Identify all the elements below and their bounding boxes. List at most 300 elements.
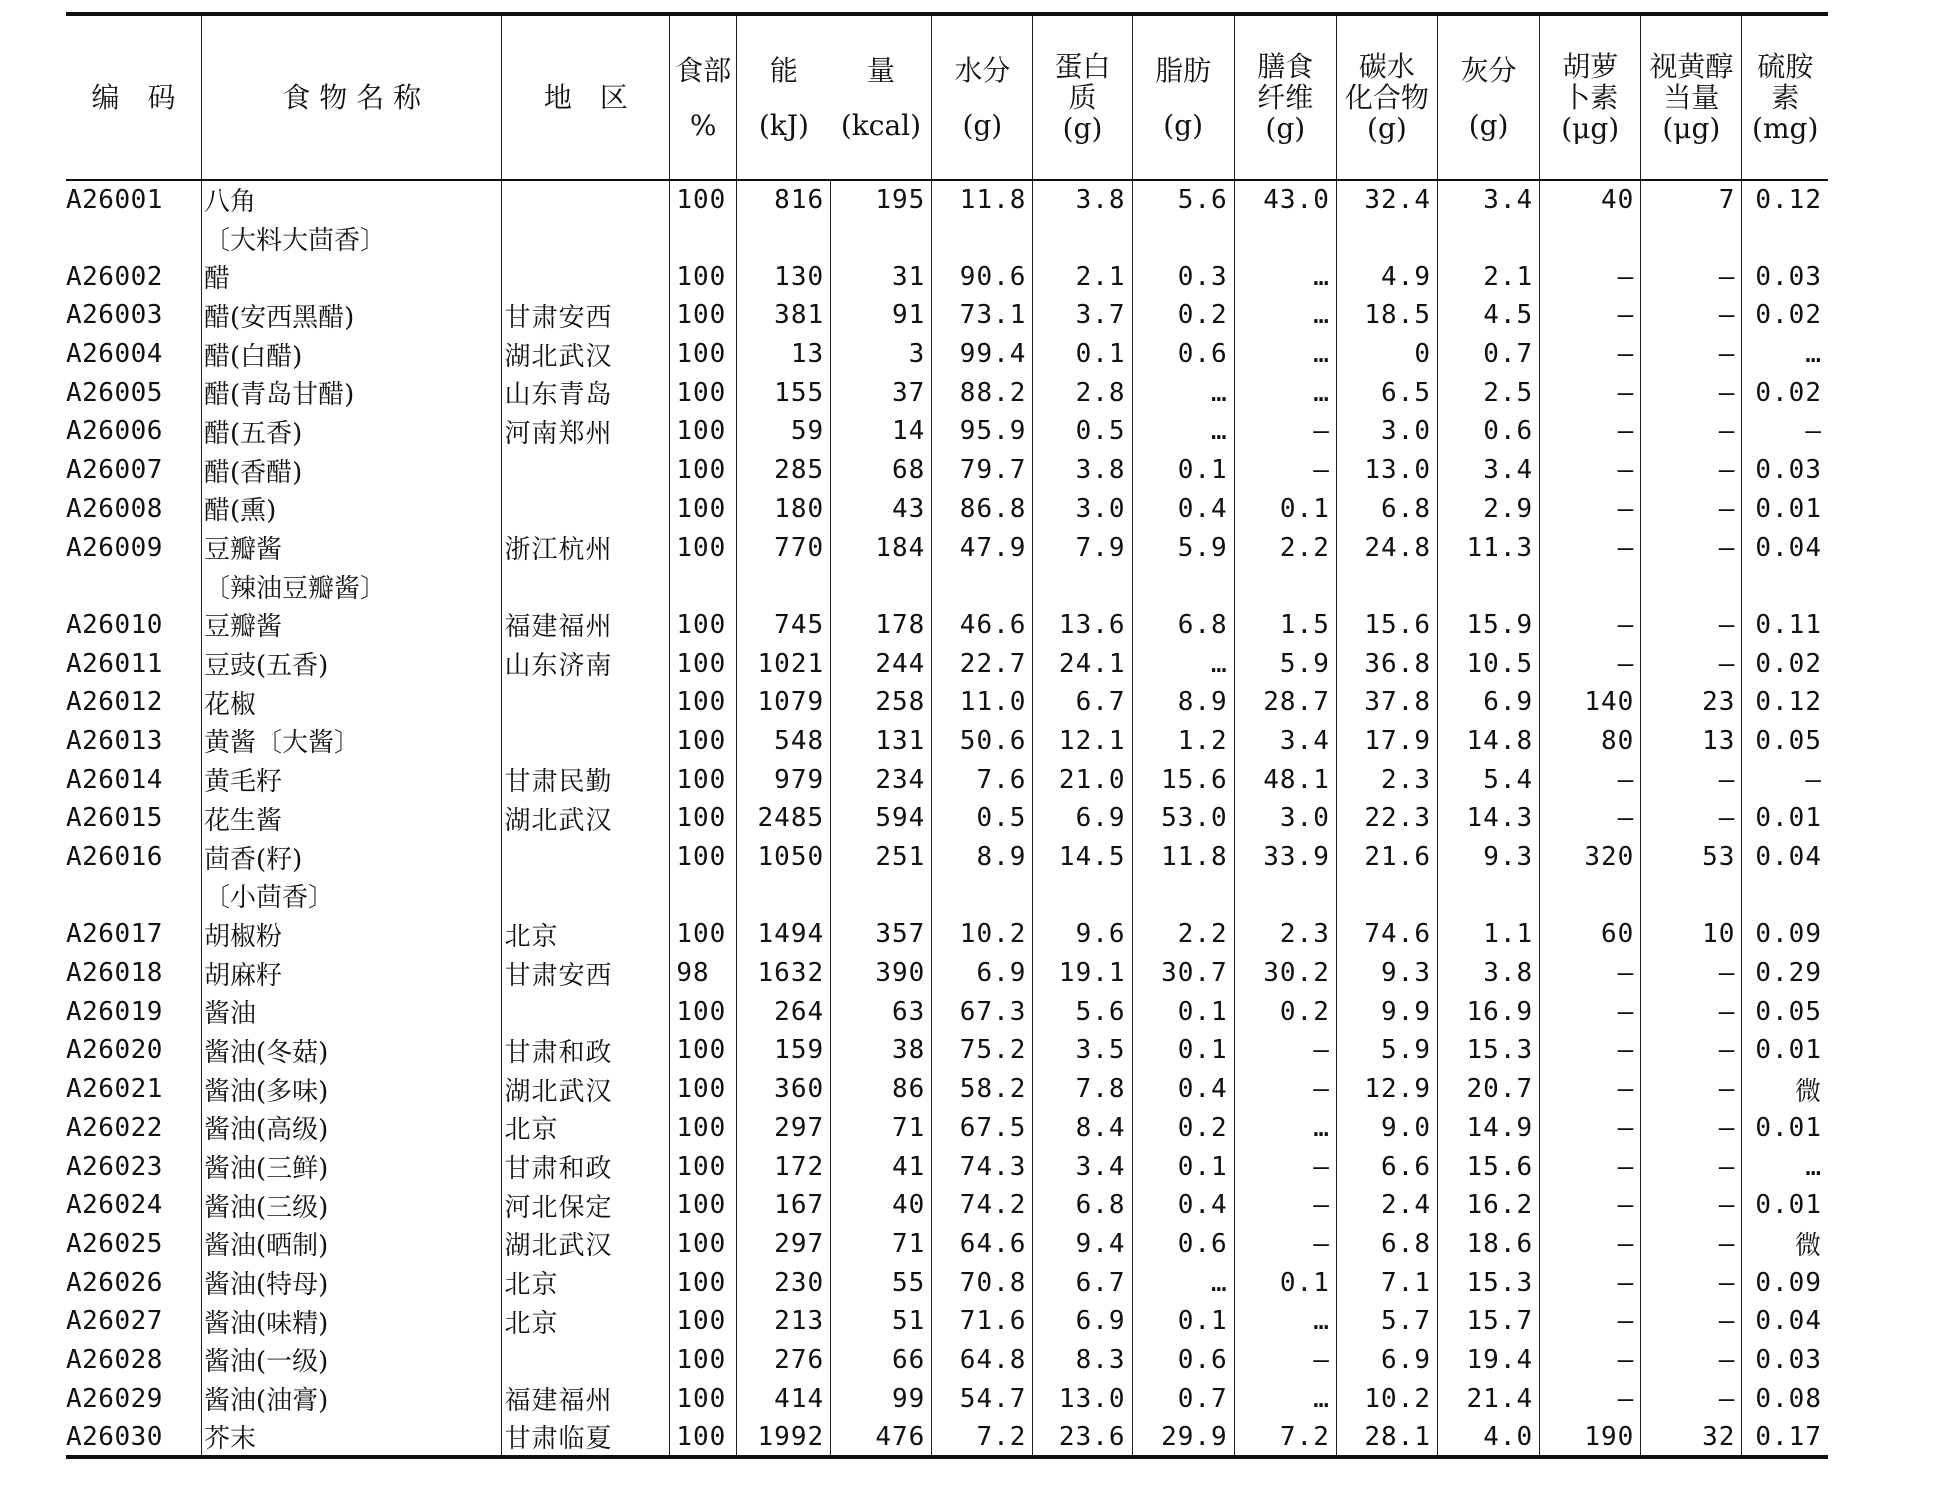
row-carotene: 60 bbox=[1540, 915, 1641, 954]
row-food-name: 黄酱〔大酱〕 bbox=[202, 722, 502, 761]
row-carb: 21.6 bbox=[1336, 838, 1437, 877]
row-protein: 8.3 bbox=[1033, 1341, 1132, 1380]
row-retinol: 13 bbox=[1641, 722, 1742, 761]
row-kcal: 195 bbox=[831, 180, 932, 219]
food-composition-table bbox=[66, 12, 1828, 1459]
row-code: A26018 bbox=[66, 958, 163, 989]
row-food-alias: 〔大料大茴香〕 bbox=[202, 219, 502, 258]
row-kcal: 63 bbox=[831, 992, 932, 1031]
row-food-alias: 〔小茴香〕 bbox=[202, 876, 502, 915]
row-kj: 130 bbox=[737, 257, 831, 296]
row-thiamine: — bbox=[1805, 764, 1822, 795]
header-carotene: 胡萝 卜素 (μg) bbox=[1540, 14, 1641, 180]
row-food-name: 花椒 bbox=[202, 683, 502, 722]
row-fat: 0.1 bbox=[1132, 1031, 1234, 1070]
row-protein: 24.1 bbox=[1033, 644, 1132, 683]
table-row bbox=[66, 490, 1828, 529]
row-fat: 2.2 bbox=[1132, 915, 1234, 954]
row-carb: 10.2 bbox=[1336, 1379, 1437, 1418]
row-kcal: 476 bbox=[831, 1418, 932, 1457]
table-row bbox=[66, 915, 1828, 954]
row-kj: 1494 bbox=[737, 915, 831, 954]
row-thiamine: … bbox=[1805, 339, 1822, 370]
row-carotene: — bbox=[1540, 451, 1641, 490]
row-thiamine: 0.04 bbox=[1755, 1306, 1822, 1337]
row-edible: 100 bbox=[670, 1225, 737, 1264]
row-fiber: 7.2 bbox=[1234, 1418, 1336, 1457]
table-row bbox=[66, 1418, 1828, 1457]
row-carotene: 140 bbox=[1540, 683, 1641, 722]
table-row bbox=[66, 722, 1828, 761]
row-region: 山东济南 bbox=[502, 644, 670, 683]
table-body bbox=[66, 180, 1828, 1457]
row-fiber: 1.5 bbox=[1234, 606, 1336, 645]
row-ash: 9.3 bbox=[1438, 838, 1540, 877]
row-ash: 15.3 bbox=[1438, 1263, 1540, 1302]
row-carotene-empty bbox=[1540, 219, 1641, 258]
row-thiamine: 0.05 bbox=[1755, 725, 1822, 756]
row-food-name: 醋(熏) bbox=[202, 490, 502, 529]
row-carotene: — bbox=[1540, 1031, 1641, 1070]
table-row bbox=[66, 451, 1828, 490]
row-carb: 2.4 bbox=[1336, 1186, 1437, 1225]
row-retinol-empty bbox=[1641, 876, 1742, 915]
row-ash: 2.1 bbox=[1438, 257, 1540, 296]
row-ash: 3.4 bbox=[1438, 451, 1540, 490]
row-fat: 0.6 bbox=[1132, 335, 1234, 374]
header-edible: 食部 % bbox=[670, 14, 737, 180]
row-water: 86.8 bbox=[932, 490, 1033, 529]
row-water: 10.2 bbox=[932, 915, 1033, 954]
row-fat: … bbox=[1132, 1263, 1234, 1302]
row-code-empty bbox=[66, 567, 202, 606]
row-code: A26024 bbox=[66, 1190, 163, 1221]
row-retinol: — bbox=[1641, 760, 1742, 799]
row-protein: 0.5 bbox=[1033, 412, 1132, 451]
table-row bbox=[66, 838, 1828, 877]
row-protein-empty bbox=[1033, 567, 1132, 606]
row-fat: 11.8 bbox=[1132, 838, 1234, 877]
row-retinol: — bbox=[1641, 644, 1742, 683]
row-kcal: 40 bbox=[831, 1186, 932, 1225]
row-thiamine: … bbox=[1805, 1151, 1822, 1182]
row-carb: 3.0 bbox=[1336, 412, 1437, 451]
row-retinol: — bbox=[1641, 1070, 1742, 1109]
row-edible: 100 bbox=[670, 1109, 737, 1148]
table-row bbox=[66, 1225, 1828, 1264]
row-kcal: 390 bbox=[831, 954, 932, 993]
row-fiber-empty bbox=[1234, 876, 1336, 915]
row-code-empty bbox=[66, 219, 202, 258]
row-carotene: — bbox=[1540, 490, 1641, 529]
row-code: A26013 bbox=[66, 725, 163, 756]
row-thiamine: 0.01 bbox=[1755, 1112, 1822, 1143]
row-code: A26022 bbox=[66, 1112, 163, 1143]
row-fiber: — bbox=[1234, 451, 1336, 490]
row-retinol: — bbox=[1641, 296, 1742, 335]
row-water: 22.7 bbox=[932, 644, 1033, 683]
row-ash: 15.9 bbox=[1438, 606, 1540, 645]
row-code: A26016 bbox=[66, 842, 163, 873]
header-fat: 脂肪 (g) bbox=[1132, 14, 1234, 180]
row-region: 北京 bbox=[502, 915, 670, 954]
table-row bbox=[66, 296, 1828, 335]
table-row bbox=[66, 1263, 1828, 1302]
row-kj: 285 bbox=[737, 451, 831, 490]
row-carotene: — bbox=[1540, 760, 1641, 799]
row-fat: 0.6 bbox=[1132, 1341, 1234, 1380]
row-water-empty bbox=[932, 876, 1033, 915]
row-region bbox=[502, 451, 670, 490]
row-protein: 3.8 bbox=[1033, 180, 1132, 219]
row-protein-empty bbox=[1033, 876, 1132, 915]
row-thiamine: 0.05 bbox=[1755, 996, 1822, 1027]
row-fiber: 2.2 bbox=[1234, 528, 1336, 567]
row-water: 46.6 bbox=[932, 606, 1033, 645]
row-fiber: 0.2 bbox=[1234, 992, 1336, 1031]
row-food-name: 胡椒粉 bbox=[202, 915, 502, 954]
row-ash: 5.4 bbox=[1438, 760, 1540, 799]
row-edible: 100 bbox=[670, 528, 737, 567]
table-row bbox=[66, 373, 1828, 412]
row-protein: 9.4 bbox=[1033, 1225, 1132, 1264]
row-kj: 172 bbox=[737, 1147, 831, 1186]
row-protein: 9.6 bbox=[1033, 915, 1132, 954]
row-fiber: — bbox=[1234, 1031, 1336, 1070]
row-carb: 22.3 bbox=[1336, 799, 1437, 838]
row-water: 7.2 bbox=[932, 1418, 1033, 1457]
row-carb: 5.9 bbox=[1336, 1031, 1437, 1070]
row-carb: 9.3 bbox=[1336, 954, 1437, 993]
table-row bbox=[66, 335, 1828, 374]
row-fiber: … bbox=[1234, 335, 1336, 374]
row-carb: 2.3 bbox=[1336, 760, 1437, 799]
row-region: 河北保定 bbox=[502, 1186, 670, 1225]
row-thiamine: 0.04 bbox=[1755, 532, 1822, 563]
row-code: A26011 bbox=[66, 648, 163, 679]
row-edible: 98 bbox=[670, 954, 737, 993]
row-kj: 816 bbox=[737, 180, 831, 219]
row-water: 50.6 bbox=[932, 722, 1033, 761]
row-region: 甘肃和政 bbox=[502, 1031, 670, 1070]
row-water: 8.9 bbox=[932, 838, 1033, 877]
row-edible: 100 bbox=[670, 644, 737, 683]
row-ash: 16.2 bbox=[1438, 1186, 1540, 1225]
row-carb: 13.0 bbox=[1336, 451, 1437, 490]
table-row bbox=[66, 1379, 1828, 1418]
row-region: 甘肃安西 bbox=[502, 296, 670, 335]
row-ash: 19.4 bbox=[1438, 1341, 1540, 1380]
row-fiber: 48.1 bbox=[1234, 760, 1336, 799]
row-fat: 0.1 bbox=[1132, 451, 1234, 490]
row-ash: 1.1 bbox=[1438, 915, 1540, 954]
row-carb: 0 bbox=[1336, 335, 1437, 374]
header-energy-kj: 能 (kJ) bbox=[737, 14, 831, 180]
row-carotene: — bbox=[1540, 1070, 1641, 1109]
table-row bbox=[66, 644, 1828, 683]
row-kj: 1021 bbox=[737, 644, 831, 683]
row-carotene: — bbox=[1540, 1186, 1641, 1225]
header-thiamine: 硫胺 素 (mg) bbox=[1742, 14, 1828, 180]
row-protein: 6.7 bbox=[1033, 1263, 1132, 1302]
row-region bbox=[502, 683, 670, 722]
row-ash: 14.8 bbox=[1438, 722, 1540, 761]
row-thiamine: 0.11 bbox=[1755, 609, 1822, 640]
row-kj: 264 bbox=[737, 992, 831, 1031]
row-food-name: 醋(香醋) bbox=[202, 451, 502, 490]
row-fiber: — bbox=[1234, 412, 1336, 451]
row-carb: 6.8 bbox=[1336, 490, 1437, 529]
row-kcal: 234 bbox=[831, 760, 932, 799]
row-carotene: 40 bbox=[1540, 180, 1641, 219]
row-kcal: 14 bbox=[831, 412, 932, 451]
row-fat: 0.1 bbox=[1132, 992, 1234, 1031]
table-row bbox=[66, 257, 1828, 296]
row-ash: 6.9 bbox=[1438, 683, 1540, 722]
header-region: 地 区 bbox=[502, 14, 670, 180]
row-thiamine: 0.09 bbox=[1755, 919, 1822, 950]
row-code: A26002 bbox=[66, 261, 163, 292]
row-region bbox=[502, 257, 670, 296]
row-kj: 213 bbox=[737, 1302, 831, 1341]
row-water: 95.9 bbox=[932, 412, 1033, 451]
row-protein: 19.1 bbox=[1033, 954, 1132, 993]
row-fat: 0.6 bbox=[1132, 1225, 1234, 1264]
row-protein: 7.9 bbox=[1033, 528, 1132, 567]
row-edible: 100 bbox=[670, 992, 737, 1031]
row-carotene: — bbox=[1540, 992, 1641, 1031]
row-water: 75.2 bbox=[932, 1031, 1033, 1070]
row-fat: 0.4 bbox=[1132, 1186, 1234, 1225]
row-fiber: — bbox=[1234, 1186, 1336, 1225]
row-carotene: — bbox=[1540, 799, 1641, 838]
row-code: A26014 bbox=[66, 764, 163, 795]
row-food-name: 酱油(晒制) bbox=[202, 1225, 502, 1264]
row-food-name: 芥末 bbox=[202, 1418, 502, 1457]
row-carb: 36.8 bbox=[1336, 644, 1437, 683]
row-region bbox=[502, 722, 670, 761]
row-carotene: — bbox=[1540, 1302, 1641, 1341]
table-row bbox=[66, 760, 1828, 799]
row-water-empty bbox=[932, 219, 1033, 258]
row-retinol: 53 bbox=[1641, 838, 1742, 877]
table-row-continuation bbox=[66, 219, 1828, 258]
row-thiamine: 0.02 bbox=[1755, 300, 1822, 331]
row-code: A26010 bbox=[66, 609, 163, 640]
row-fiber: … bbox=[1234, 257, 1336, 296]
row-carotene: — bbox=[1540, 257, 1641, 296]
row-fat-empty bbox=[1132, 219, 1234, 258]
row-carotene: — bbox=[1540, 1263, 1641, 1302]
row-carotene: — bbox=[1540, 644, 1641, 683]
row-thiamine-empty bbox=[1742, 219, 1828, 258]
row-edible: 100 bbox=[670, 1418, 737, 1457]
row-thiamine: 0.03 bbox=[1755, 1344, 1822, 1375]
row-ash: 15.7 bbox=[1438, 1302, 1540, 1341]
row-kj-empty bbox=[737, 219, 831, 258]
table-row bbox=[66, 1109, 1828, 1148]
row-ash: 20.7 bbox=[1438, 1070, 1540, 1109]
row-retinol: — bbox=[1641, 954, 1742, 993]
row-protein: 13.0 bbox=[1033, 1379, 1132, 1418]
row-region-empty bbox=[502, 567, 670, 606]
row-carotene: — bbox=[1540, 1379, 1641, 1418]
row-food-name: 酱油(油膏) bbox=[202, 1379, 502, 1418]
row-fiber: 43.0 bbox=[1234, 180, 1336, 219]
row-kj: 180 bbox=[737, 490, 831, 529]
row-edible: 100 bbox=[670, 1302, 737, 1341]
row-protein: 6.8 bbox=[1033, 1186, 1132, 1225]
table-row-continuation bbox=[66, 567, 1828, 606]
row-kj: 1992 bbox=[737, 1418, 831, 1457]
row-edible: 100 bbox=[670, 915, 737, 954]
row-fiber: 28.7 bbox=[1234, 683, 1336, 722]
row-kcal: 51 bbox=[831, 1302, 932, 1341]
row-retinol: 7 bbox=[1641, 180, 1742, 219]
row-fiber: … bbox=[1234, 373, 1336, 412]
row-region: 湖北武汉 bbox=[502, 799, 670, 838]
table-row bbox=[66, 1341, 1828, 1380]
row-ash: 16.9 bbox=[1438, 992, 1540, 1031]
row-region: 福建福州 bbox=[502, 606, 670, 645]
row-fiber: 33.9 bbox=[1234, 838, 1336, 877]
row-food-name: 酱油(多味) bbox=[202, 1070, 502, 1109]
row-food-name: 豆瓣酱 bbox=[202, 606, 502, 645]
row-kcal: 68 bbox=[831, 451, 932, 490]
row-protein: 2.8 bbox=[1033, 373, 1132, 412]
row-food-name: 胡麻籽 bbox=[202, 954, 502, 993]
table-row bbox=[66, 606, 1828, 645]
row-kj: 745 bbox=[737, 606, 831, 645]
row-retinol: — bbox=[1641, 1263, 1742, 1302]
header-ash: 灰分 (g) bbox=[1438, 14, 1540, 180]
row-region: 浙江杭州 bbox=[502, 528, 670, 567]
row-code: A26026 bbox=[66, 1267, 163, 1298]
row-edible: 100 bbox=[670, 722, 737, 761]
row-food-name: 醋(青岛甘醋) bbox=[202, 373, 502, 412]
table-row bbox=[66, 992, 1828, 1031]
row-protein: 6.9 bbox=[1033, 799, 1132, 838]
row-fiber: 5.9 bbox=[1234, 644, 1336, 683]
row-water: 70.8 bbox=[932, 1263, 1033, 1302]
row-region: 北京 bbox=[502, 1109, 670, 1148]
row-protein: 2.1 bbox=[1033, 257, 1132, 296]
row-fat: … bbox=[1132, 373, 1234, 412]
row-kcal: 251 bbox=[831, 838, 932, 877]
row-fiber-empty bbox=[1234, 567, 1336, 606]
row-carotene: — bbox=[1540, 1341, 1641, 1380]
row-carb: 28.1 bbox=[1336, 1418, 1437, 1457]
row-food-name: 豆瓣酱 bbox=[202, 528, 502, 567]
row-ash: 0.7 bbox=[1438, 335, 1540, 374]
row-fat-empty bbox=[1132, 876, 1234, 915]
row-water: 47.9 bbox=[932, 528, 1033, 567]
row-retinol-empty bbox=[1641, 219, 1742, 258]
row-thiamine: 0.08 bbox=[1755, 1383, 1822, 1414]
row-code: A26015 bbox=[66, 803, 163, 834]
row-kcal: 71 bbox=[831, 1109, 932, 1148]
row-retinol: — bbox=[1641, 373, 1742, 412]
row-water: 6.9 bbox=[932, 954, 1033, 993]
row-food-name: 豆豉(五香) bbox=[202, 644, 502, 683]
header-retinol: 视黄醇 当量 (μg) bbox=[1641, 14, 1742, 180]
row-retinol: — bbox=[1641, 1186, 1742, 1225]
row-kj: 155 bbox=[737, 373, 831, 412]
row-code: A26029 bbox=[66, 1383, 163, 1414]
row-water: 73.1 bbox=[932, 296, 1033, 335]
row-carb-empty bbox=[1336, 219, 1437, 258]
row-food-name: 酱油(特母) bbox=[202, 1263, 502, 1302]
row-carb: 9.9 bbox=[1336, 992, 1437, 1031]
table-row bbox=[66, 799, 1828, 838]
row-edible: 100 bbox=[670, 490, 737, 529]
row-fat: 0.4 bbox=[1132, 1070, 1234, 1109]
row-carotene: 320 bbox=[1540, 838, 1641, 877]
row-retinol-empty bbox=[1641, 567, 1742, 606]
row-ash: 18.6 bbox=[1438, 1225, 1540, 1264]
row-retinol: — bbox=[1641, 606, 1742, 645]
row-region bbox=[502, 992, 670, 1031]
row-kj: 360 bbox=[737, 1070, 831, 1109]
row-code: A26009 bbox=[66, 532, 163, 563]
row-food-name: 醋 bbox=[202, 257, 502, 296]
row-region: 湖北武汉 bbox=[502, 1070, 670, 1109]
row-protein: 3.7 bbox=[1033, 296, 1132, 335]
row-ash: 2.5 bbox=[1438, 373, 1540, 412]
header-water: 水分 (g) bbox=[932, 14, 1033, 180]
header-fiber: 膳食 纤维 (g) bbox=[1234, 14, 1336, 180]
row-kcal: 37 bbox=[831, 373, 932, 412]
row-water: 67.5 bbox=[932, 1109, 1033, 1148]
row-retinol: — bbox=[1641, 1147, 1742, 1186]
row-ash: 15.3 bbox=[1438, 1031, 1540, 1070]
row-region bbox=[502, 180, 670, 219]
row-water: 7.6 bbox=[932, 760, 1033, 799]
row-fat: 1.2 bbox=[1132, 722, 1234, 761]
row-kcal-empty bbox=[831, 219, 932, 258]
row-code: A26017 bbox=[66, 919, 163, 950]
row-thiamine: 0.12 bbox=[1755, 687, 1822, 718]
table-row bbox=[66, 1186, 1828, 1225]
row-region: 北京 bbox=[502, 1263, 670, 1302]
row-fat: 0.7 bbox=[1132, 1379, 1234, 1418]
row-thiamine-empty bbox=[1742, 876, 1828, 915]
row-fiber: … bbox=[1234, 1109, 1336, 1148]
row-carb: 74.6 bbox=[1336, 915, 1437, 954]
row-fiber: 0.1 bbox=[1234, 1263, 1336, 1302]
row-edible-empty bbox=[670, 876, 737, 915]
row-carb: 17.9 bbox=[1336, 722, 1437, 761]
row-water: 64.6 bbox=[932, 1225, 1033, 1264]
row-region: 山东青岛 bbox=[502, 373, 670, 412]
row-fat: 6.8 bbox=[1132, 606, 1234, 645]
row-region: 福建福州 bbox=[502, 1379, 670, 1418]
row-edible: 100 bbox=[670, 257, 737, 296]
row-kj: 13 bbox=[737, 335, 831, 374]
row-region-empty bbox=[502, 219, 670, 258]
row-fiber: — bbox=[1234, 1341, 1336, 1380]
row-water: 11.8 bbox=[932, 180, 1033, 219]
row-food-name: 醋(五香) bbox=[202, 412, 502, 451]
row-code: A26023 bbox=[66, 1151, 163, 1182]
row-edible: 100 bbox=[670, 1341, 737, 1380]
row-ash: 14.9 bbox=[1438, 1109, 1540, 1148]
row-kcal: 357 bbox=[831, 915, 932, 954]
row-kcal: 258 bbox=[831, 683, 932, 722]
row-carb: 24.8 bbox=[1336, 528, 1437, 567]
row-water: 71.6 bbox=[932, 1302, 1033, 1341]
row-kj-empty bbox=[737, 876, 831, 915]
